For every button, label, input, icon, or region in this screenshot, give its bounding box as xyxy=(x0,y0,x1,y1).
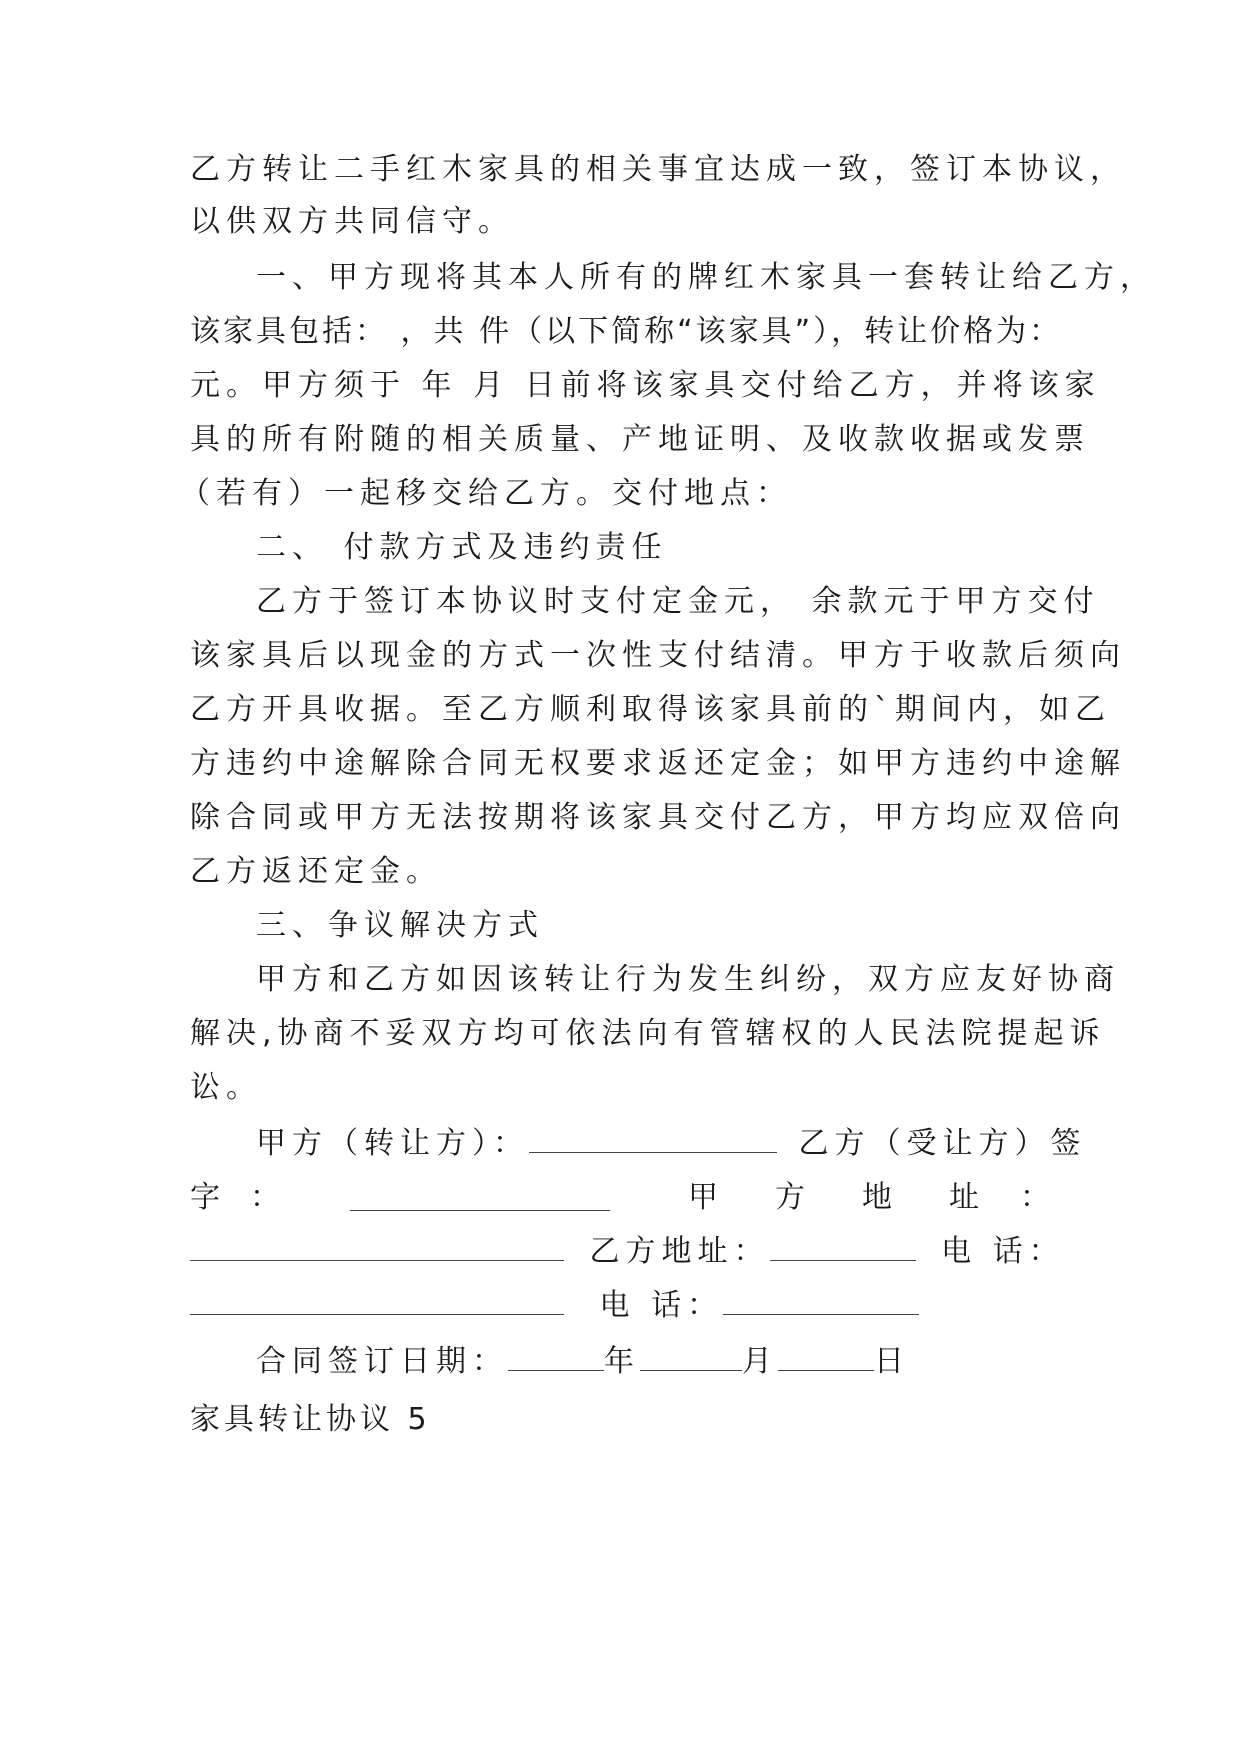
paragraph-line: 该家具后以现金的方式一次性支付结清。甲方于收款后须向 xyxy=(190,638,1126,673)
party-b-address-label: 乙方地址： xyxy=(589,1234,770,1269)
paragraph-line: （若有）一起移交给乙方。交付地点： xyxy=(180,476,792,511)
clause-two-heading: 二、 付款方式及违约责任 xyxy=(256,530,668,565)
year-blank xyxy=(508,1342,604,1371)
day-blank xyxy=(778,1342,874,1371)
signature-row-3 xyxy=(190,1232,1065,1272)
sign-char: 字 xyxy=(190,1180,226,1215)
paragraph-line: 元。甲方须于 年 月 日前将该家具交付给乙方，并将该家 xyxy=(190,368,1101,403)
sign-colon: ： xyxy=(250,1180,286,1215)
paragraph-line: 解决,协商不妥双方均可依法向有管辖权的人民法院提起诉 xyxy=(190,1016,1106,1051)
paragraph-line: 以供双方共同信守。 xyxy=(190,204,514,239)
paragraph-line: 乙方转让二手红木家具的相关事宜达成一致，签订本协议， xyxy=(190,152,1126,187)
signing-date-row xyxy=(256,1342,910,1382)
month-label: 月 xyxy=(742,1344,778,1379)
party-a-phone-blank xyxy=(190,1286,564,1315)
party-a-address-char: ： xyxy=(1020,1180,1056,1215)
party-a-address-char: 地 xyxy=(862,1180,898,1215)
phone-label-a: 电 话： xyxy=(941,1234,1065,1269)
paragraph-line: 乙方返还定金。 xyxy=(190,854,442,889)
signature-row-2 xyxy=(190,1178,1056,1218)
next-document-title: 家具转让协议 5 xyxy=(190,1402,431,1437)
party-b-sign-label: 乙方（受让方）签 xyxy=(798,1126,1087,1161)
clause-three-heading: 三、争议解决方式 xyxy=(256,908,544,943)
signature-row-1 xyxy=(256,1124,1087,1164)
party-a-address-char: 址 xyxy=(949,1180,985,1215)
paragraph-line: 乙方开具收据。至乙方顺利取得该家具前的`期间内，如乙 xyxy=(190,692,1111,727)
paragraph-line: 除合同或甲方无法按期将该家具交付乙方，甲方均应双倍向 xyxy=(190,800,1126,835)
date-label: 合同签订日期： xyxy=(256,1344,508,1379)
party-a-address-blank xyxy=(190,1232,564,1261)
day-label: 日 xyxy=(874,1344,910,1379)
party-a-label: 甲方（转让方）： xyxy=(256,1126,529,1161)
signature-row-4 xyxy=(190,1286,919,1326)
phone-label-b: 电 话： xyxy=(599,1288,724,1323)
paragraph-line: 甲方和乙方如因该转让行为发生纠纷，双方应友好协商 xyxy=(256,962,1120,997)
paragraph-line: 该家具包括： ，共 件（以下简称“该家具”），转让价格为： xyxy=(190,314,1063,349)
paragraph-line: 讼。 xyxy=(190,1070,262,1105)
paragraph-line: 乙方于签订本协议时支付定金元， 余款元于甲方交付 xyxy=(256,584,1100,619)
party-a-address-char: 方 xyxy=(775,1180,811,1215)
clause-one-heading-line: 一、甲方现将其本人所有的牌红木家具一套转让给乙方， xyxy=(256,260,1156,295)
party-b-phone-blank xyxy=(723,1286,919,1315)
paragraph-line: 具的所有附随的相关质量、产地证明、及收款收据或发票 xyxy=(190,422,1090,457)
party-a-signature-blank xyxy=(529,1124,777,1153)
party-b-address-blank xyxy=(770,1232,916,1261)
month-blank xyxy=(640,1342,742,1371)
party-a-address-char: 甲 xyxy=(688,1180,724,1215)
party-b-signature-blank xyxy=(350,1182,610,1211)
year-label: 年 xyxy=(604,1344,640,1379)
paragraph-line: 方违约中途解除合同无权要求返还定金；如甲方违约中途解 xyxy=(190,746,1126,781)
